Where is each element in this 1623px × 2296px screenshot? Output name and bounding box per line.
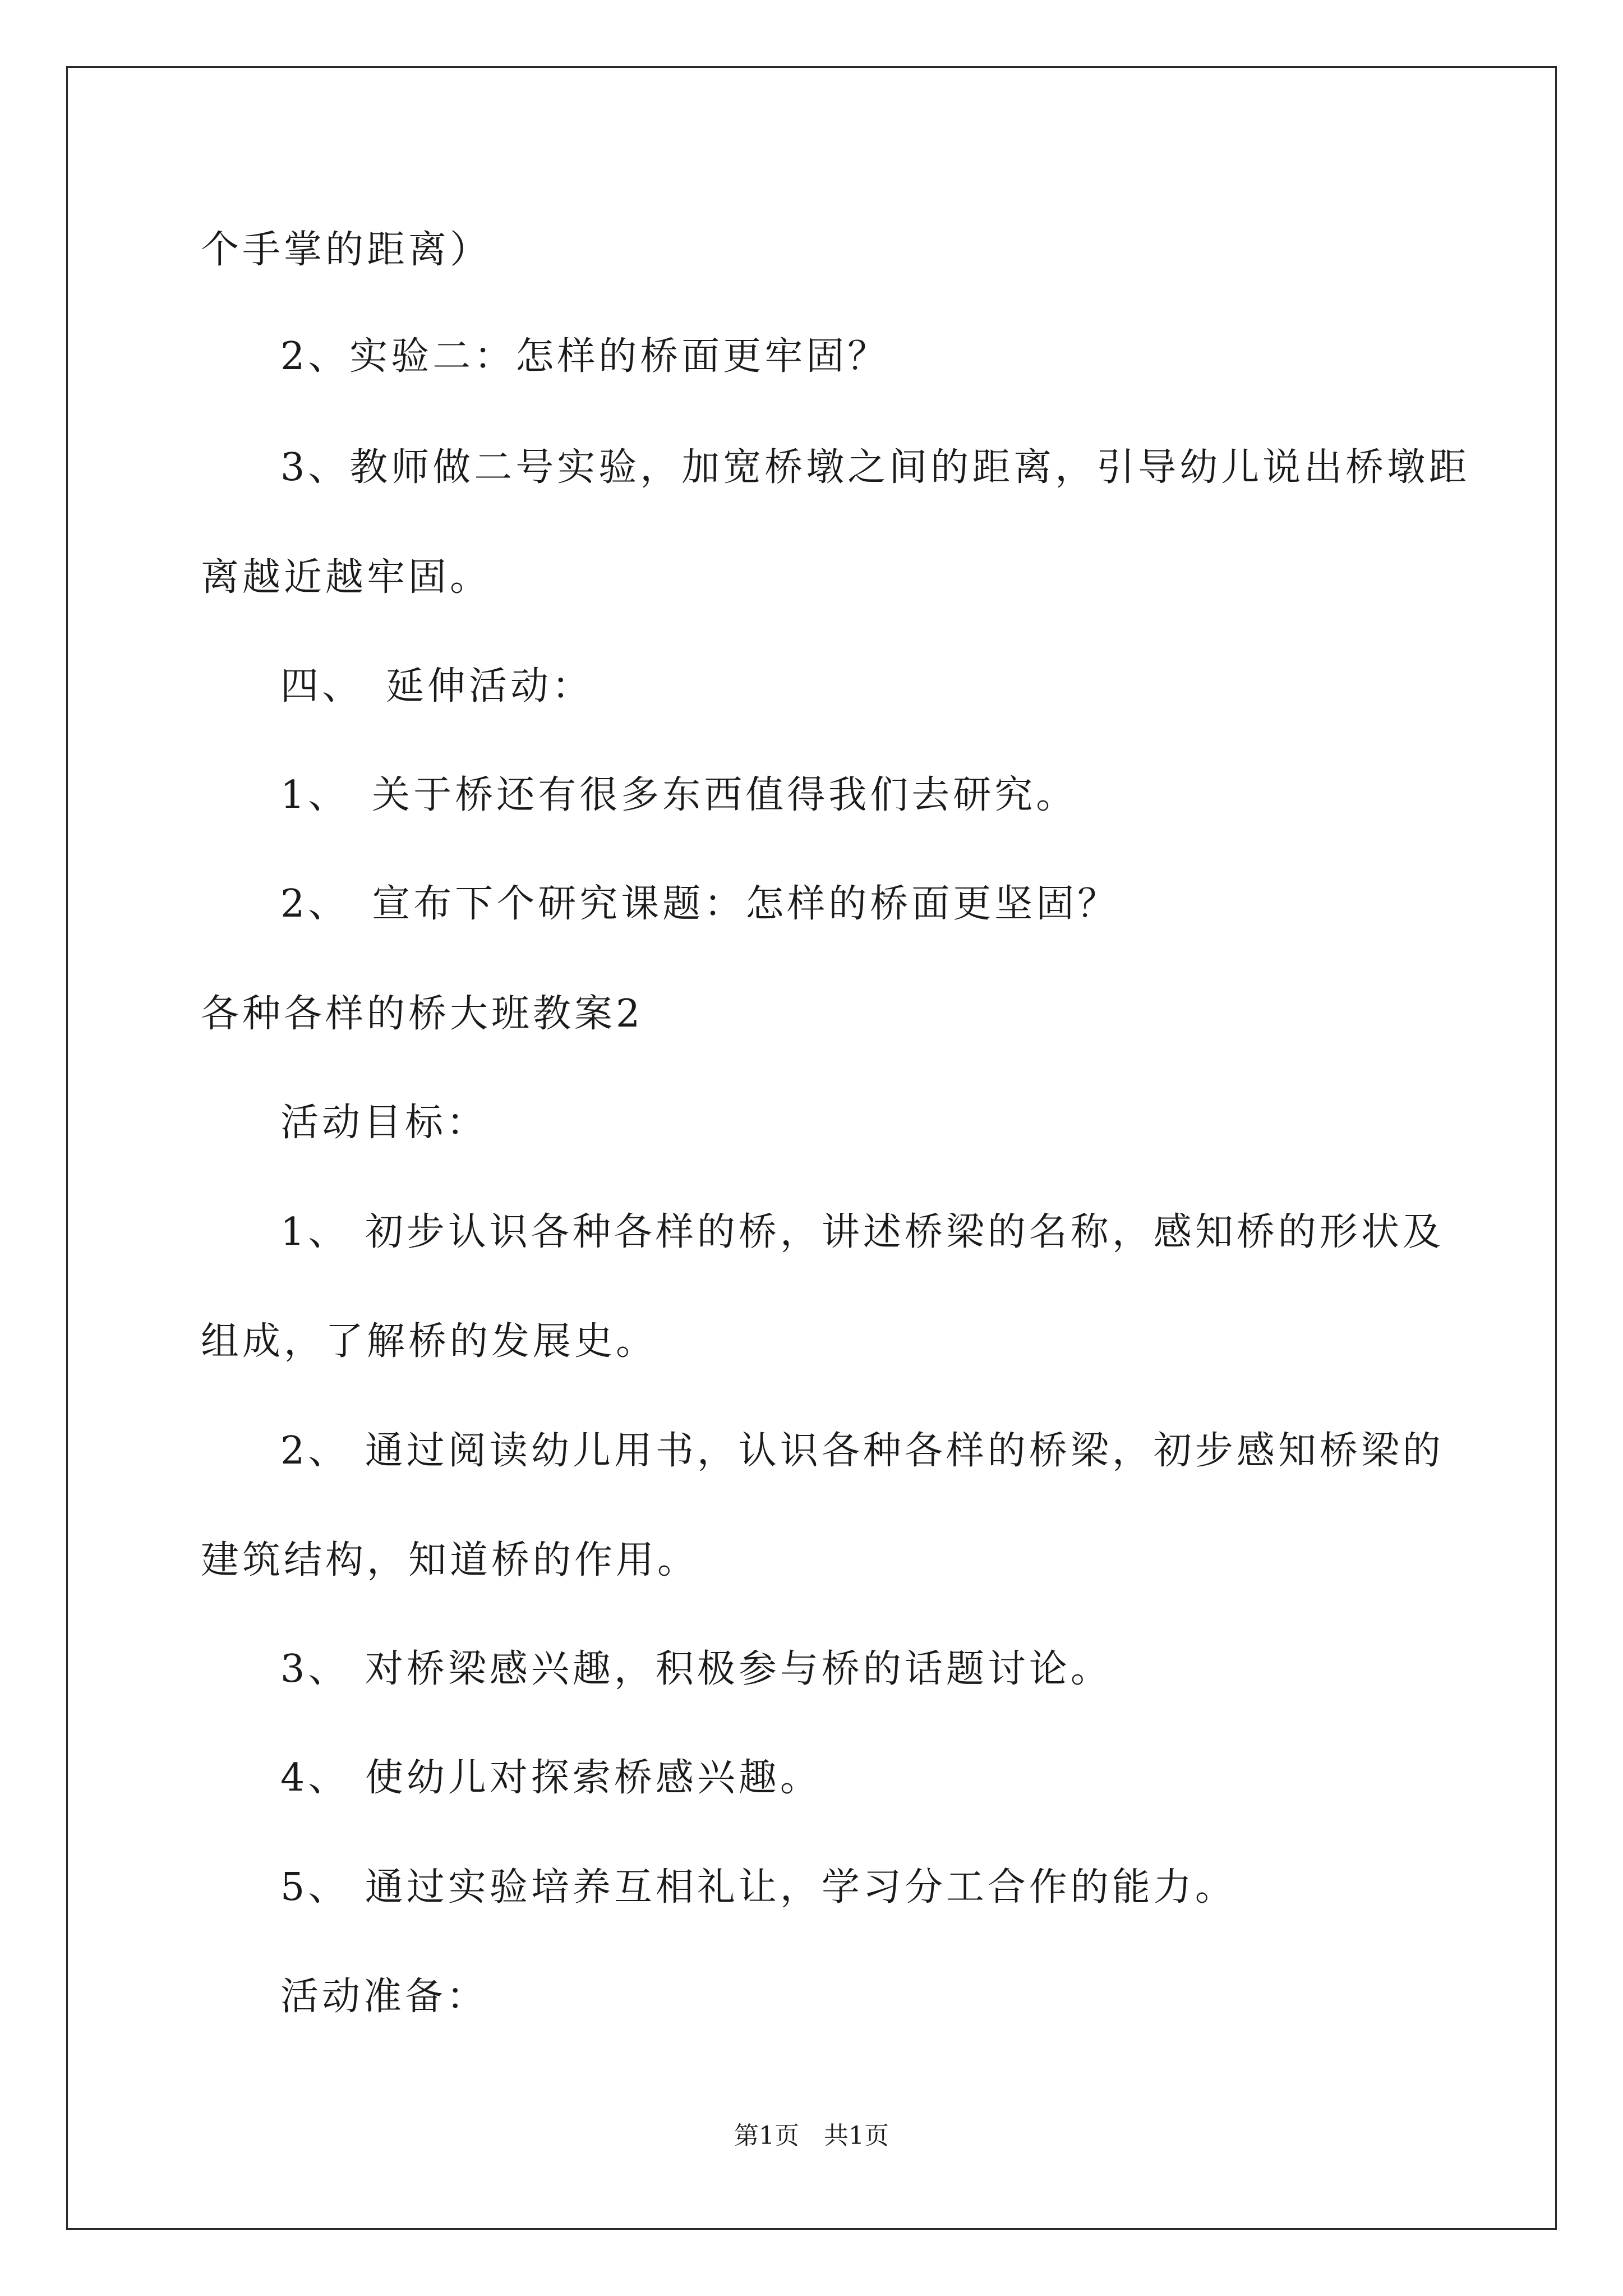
text-line: 3、 对桥梁感兴趣，积极参与桥的话题讨论。: [280, 1647, 1112, 1691]
page-footer: 第1页 共1页: [734, 2122, 889, 2150]
text-line: 2、 通过阅读幼儿用书，认识各种各样的桥梁，初步感知桥梁的: [280, 1429, 1444, 1473]
section-heading: 四、 延伸活动：: [280, 664, 594, 708]
section-heading: 活动目标：: [280, 1101, 488, 1145]
section-heading: 活动准备：: [280, 1975, 488, 2019]
text-line: 2、 宣布下个研究课题：怎样的桥面更坚固？: [280, 882, 1119, 926]
text-line: 离越近越牢固。: [201, 555, 492, 600]
document-title: 各种各样的桥大班教案2: [201, 992, 644, 1036]
text-line: 4、 使幼儿对探索桥感兴趣。: [280, 1756, 822, 1800]
text-line: 建筑结构，知道桥的作用。: [201, 1538, 699, 1582]
text-line: 1、 关于桥还有很多东西值得我们去研究。: [280, 773, 1078, 817]
text-line: 组成，了解桥的发展史。: [201, 1319, 658, 1364]
text-line: 2、实验二：怎样的桥面更牢固？: [280, 334, 889, 379]
text-line: 5、 通过实验培养互相礼让，学习分工合作的能力。: [280, 1865, 1237, 1910]
text-line: 1、 初步认识各种各样的桥，讲述桥梁的名称，感知桥的形状及: [280, 1210, 1444, 1254]
text-line: 3、教师做二号实验，加宽桥墩之间的距离，引导幼儿说出桥墩距: [280, 445, 1470, 490]
text-line: 个手掌的距离）: [201, 228, 492, 272]
